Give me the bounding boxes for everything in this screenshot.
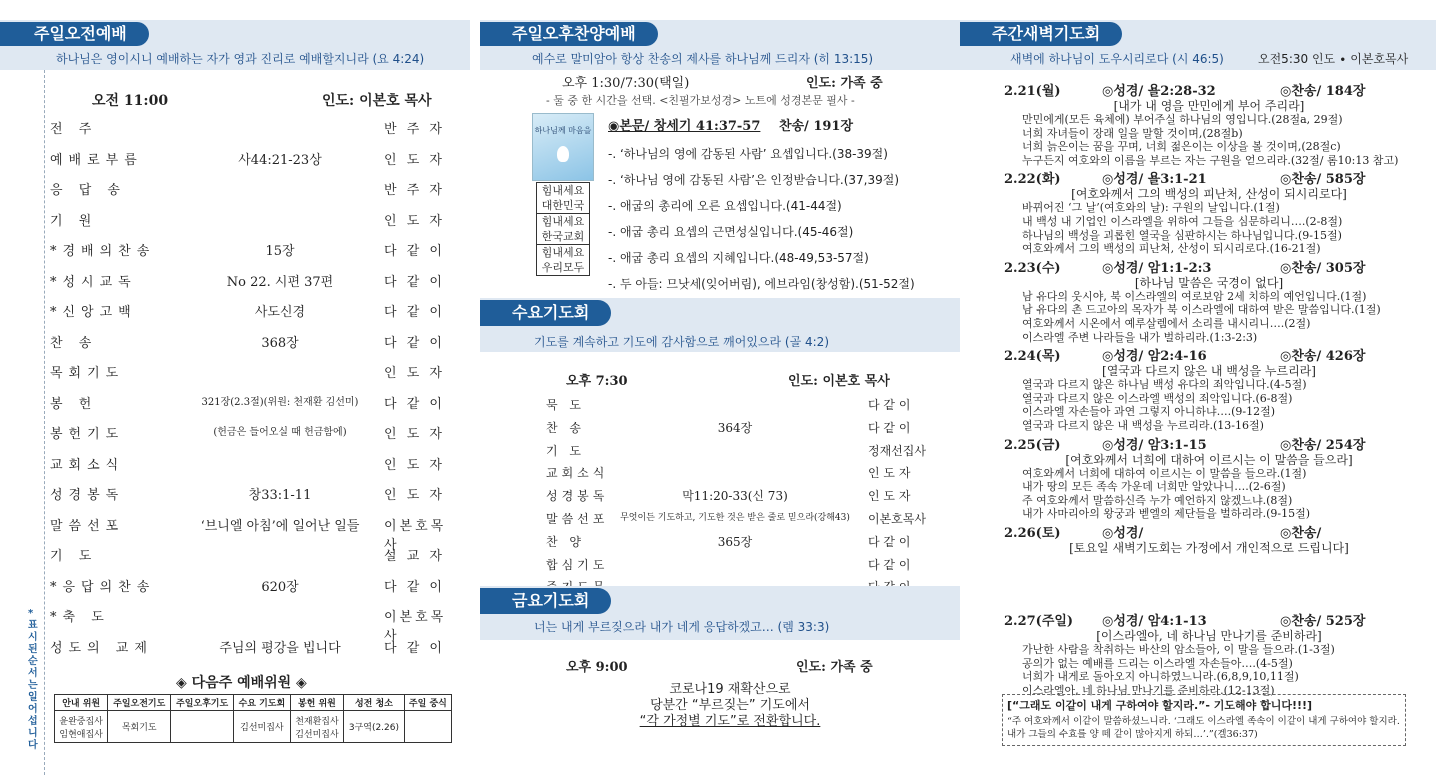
volunteer-cell: 윤완중집사 임현애집사: [55, 711, 108, 743]
dawn-day: [1004, 168, 1414, 255]
book-image: [532, 113, 594, 181]
service-person: 다 같 이: [384, 396, 445, 412]
quote-body: “주 여호와께서 이같이 말씀하셨느니라. ‘그래도 이스라엘 족속이 이같이 내게 구하여야 할지라. 내가 그들의 수효를 양 떼 같이 많아지게 하되…’.”(겔36:37): [1007, 716, 1400, 740]
mid-tab: 주일오후찬양예배: [480, 22, 658, 46]
fri-notice-line: 당분간 “부르짖는” 기도에서: [650, 698, 810, 713]
wed-person: 이본호목사: [868, 512, 926, 526]
service-row: [50, 454, 450, 474]
service-detail: 620장: [261, 579, 299, 595]
dawn-date: 2.25(금): [1004, 437, 1061, 453]
service-detail: 321장(2.3절)(위원: 천재환 김선미): [201, 396, 359, 408]
cheer-box: [536, 182, 590, 276]
service-item: 성도의 교제: [50, 640, 153, 656]
dawn-item: 2. 열국과 다르지 않은 이스라엘 백성의 죄악입니다.(6-8절): [1022, 392, 1414, 406]
service-row: [50, 423, 450, 443]
dawn-day-header: [1004, 434, 1414, 453]
dawn-item: 4. 여호와께서 그의 백성의 피난처, 산성이 되시리로다.(16-21절): [1022, 242, 1414, 256]
sermon-point: -. 애굽 총리 요셉의 지혜입니다.(48-49,53-57절): [608, 251, 869, 265]
mid-subtitle: 예수로 말미암아 항상 찬송의 제사를 하나님께 드리자 (히 13:15): [532, 52, 874, 66]
dawn-item: 2. 내 백성 내 기업인 이스라엘을 위하여 그들을 심문하리니….(2-8절): [1022, 215, 1414, 229]
dawn-item: 3. 주 여호와께서 말씀하신즉 누가 예언하지 않겠느냐.(8절): [1022, 494, 1414, 508]
wed-detail: 막11:20-33(신 73): [682, 489, 788, 504]
service-item: 성경봉독: [50, 488, 125, 503]
service-time: 오전 11:00: [92, 93, 169, 109]
dawn-day: [1004, 80, 1414, 167]
service-person: 인 도 자: [384, 213, 445, 229]
wed-item: 말씀선포: [546, 512, 609, 526]
dawn-text: ◎성경/ 욜2:28-32: [1102, 84, 1216, 99]
service-person: 다 같 이: [384, 244, 445, 259]
service-person: 설 교 자: [384, 549, 445, 564]
wed-detail: 364장: [717, 420, 753, 435]
wed-row: [480, 419, 960, 439]
service-row: [50, 210, 450, 230]
fri-time: 오후 9:00: [566, 660, 628, 675]
wed-item: 찬 양: [546, 534, 585, 549]
mid-note: - 둘 중 한 시간을 선택. <친필가보성경> 노트에 성경본문 필사 -: [546, 94, 855, 107]
dawn-hymn: ◎찬송/ 184장: [1280, 84, 1366, 99]
dawn-text: ◎성경/ 암2:4-16: [1102, 349, 1207, 365]
dawn-item: 3. 이스라엘 자손들아 과연 그렇지 아니하냐….(9-12절): [1022, 405, 1414, 419]
dawn-item: 4. 이스라엘 주변 나라들을 내가 벌하리라.(1:3-2:3): [1022, 331, 1414, 345]
volunteer-table: [54, 694, 452, 743]
volunteer-cell: [171, 711, 234, 743]
cheer-line: 힘내세요: [541, 184, 585, 197]
service-person: 다 같 이: [384, 335, 445, 351]
cheer-line: 대한민국: [537, 198, 589, 214]
wed-item: 찬 송: [546, 420, 585, 435]
quote-title: [“그래도 이같이 내게 구하여야 할지라.”- 기도해야 합니다!!!]: [1007, 699, 1313, 712]
service-person: 다 같 이: [384, 640, 445, 656]
service-item: 기 원: [50, 213, 98, 229]
dawn-text: ◎성경/ 욜3:1-21: [1102, 172, 1207, 188]
dawn-hymn: ◎찬송/ 585장: [1280, 172, 1366, 188]
volunteer-cell: 3구역(2.26): [344, 711, 405, 743]
left-tab: 주일오전예배: [0, 22, 149, 46]
service-person: 반 주 자: [384, 122, 445, 137]
dawn-item: [1022, 582, 1414, 596]
service-item: 교회소식: [50, 457, 125, 473]
dawn-day: [1004, 610, 1414, 697]
service-row: [50, 301, 450, 321]
dawn-item: 1. 남 유다의 웃시야, 북 이스라엘의 여로보암 2세 치하의 예언입니다.(1절): [1022, 290, 1414, 304]
service-row: [50, 271, 450, 291]
next-week-title: ◈ 다음주 예배위원 ◈: [176, 675, 307, 691]
dawn-hymn: ◎찬송/: [1280, 525, 1322, 541]
dawn-date: 2.27(주일): [1004, 614, 1074, 630]
wed-person: 정재선집사: [868, 443, 926, 458]
dawn-day-header: [1004, 80, 1414, 99]
volunteer-body-row: [55, 711, 452, 743]
dawn-list: [1004, 378, 1414, 432]
wed-time: 오후 7:30: [566, 374, 628, 389]
service-item: 봉 헌: [50, 396, 98, 412]
fri-notice-line: “각 가정별 기도”로 전환합니다.: [639, 714, 821, 729]
service-detail: 사도신경: [254, 305, 306, 320]
dawn-list: [1004, 201, 1414, 255]
wed-row: [480, 533, 960, 553]
service-row: [50, 362, 450, 382]
service-item: *축 도: [50, 610, 110, 625]
dawn-day: [1004, 522, 1414, 609]
service-item: 기 도: [50, 549, 98, 564]
dawn-item: [1022, 596, 1414, 610]
dawn-list: [1004, 555, 1414, 609]
wed-item: 기 도: [546, 443, 585, 458]
dawn-title: [여호와께서 그의 백성의 피난처, 산성이 되시리로다]: [1071, 187, 1347, 202]
wed-leader: 인도: 이본호 목사: [788, 374, 890, 389]
sermon-point: -. 두 아들: 므낫세(잊어버림), 에브라임(창성함).(51-52절): [608, 277, 915, 291]
left-panel: [0, 0, 470, 775]
service-person: 인 도 자: [384, 457, 445, 473]
service-person: 인 도 자: [384, 488, 445, 503]
service-person: 인 도 자: [384, 427, 445, 442]
service-detail: ‘브니엘 아침’에 일어난 일들: [200, 518, 360, 534]
dove-icon: [557, 146, 569, 162]
service-row: [50, 515, 450, 553]
wed-detail: 무엇이든 기도하고, 기도한 것은 받은 줄로 믿으라(강해43): [620, 513, 850, 523]
sermon-point: -. 애굽 총리 요셉의 근면성실입니다.(45-46절): [608, 225, 854, 239]
service-detail: 창33:1-11: [248, 488, 312, 503]
right-subtitle-2: 오전5:30 인도 ∙ 이본호목사: [1258, 52, 1409, 66]
service-item: 응 답 송: [50, 183, 126, 198]
dawn-title: [하나님 말씀은 국경이 없다]: [1134, 275, 1284, 290]
wed-row: [480, 464, 960, 484]
wed-row: [480, 556, 960, 576]
mid-leader: 인도: 가족 중: [806, 76, 883, 91]
dawn-item: 4. 내가 사마리아의 왕궁과 벧엘의 제단들을 벌하리라.(9-15절): [1022, 507, 1414, 521]
sermon-point: -. ‘하나님의 영에 감동된 사람’ 요셉입니다.(38-39절): [608, 147, 888, 161]
dawn-item: 4. 이스라엘아, 네 하나님 만나기를 준비하라.(12-13절): [1022, 684, 1414, 698]
service-item: *성시교독: [50, 274, 137, 290]
service-person: 인 도 자: [384, 152, 445, 168]
wed-person: 다 같 이: [868, 557, 911, 572]
cheer-line: 힘내세요: [541, 215, 585, 228]
wed-row: [480, 442, 960, 462]
sermon-hymn: 찬송/ 191장: [778, 119, 854, 134]
left-subtitle: 하나님은 영이시니 예배하는 자가 영과 진리로 예배할지니라 (요 4:24): [56, 52, 425, 66]
dawn-title: [토요일 새벽기도회는 가정에서 개인적으로 드립니다]: [1069, 540, 1349, 555]
quote-box: [1002, 694, 1406, 746]
wed-subtitle: 기도를 계속하고 기도에 감사함으로 깨어있으라 (골 4:2): [534, 335, 829, 349]
wed-item: 성경봉독: [546, 489, 609, 504]
service-item: 봉헌기도: [50, 427, 125, 442]
service-row: [50, 484, 450, 504]
service-row: [50, 149, 450, 169]
dawn-title: [이스라엘아, 네 하나님 만나기를 준비하라]: [1096, 629, 1322, 644]
cheer-line: 힘내세요: [541, 246, 585, 259]
service-person: 다 같 이: [384, 305, 445, 320]
service-row: [50, 332, 450, 352]
dawn-day-header: [1004, 168, 1414, 187]
service-person: 이본호목사: [384, 518, 447, 553]
volunteer-header: 주일오전기도: [108, 695, 171, 711]
service-detail: (헌금은 들어오실 때 헌금함에): [213, 427, 347, 438]
dawn-item: 1. 바뀌어진 ‘그 날’(여호와의 날): 구원의 날입니다.(1절): [1022, 201, 1414, 215]
service-item: 전 주: [50, 122, 98, 137]
dawn-item: [1022, 568, 1414, 582]
cheer-line: 한국교회: [537, 229, 589, 245]
service-person: 반 주 자: [384, 183, 445, 198]
dawn-list: [1004, 290, 1414, 344]
fri-subtitle: 너는 내게 부르짖으라 내가 네게 응답하겠고… (렘 33:3): [534, 620, 830, 634]
service-item: 말씀선포: [50, 518, 125, 534]
volunteer-header: 봉헌 위원: [290, 695, 343, 711]
dawn-day-header: [1004, 610, 1414, 629]
service-row: [50, 240, 450, 260]
service-row: [50, 606, 450, 644]
stand-note: [28, 608, 42, 752]
stand-note-text: *표시된 순서는 일어섭니다: [28, 608, 38, 751]
wed-person: 다 같 이: [868, 420, 911, 435]
dawn-item: [1022, 555, 1414, 569]
volunteer-cell: 김선미집사: [234, 711, 291, 743]
dawn-text: ◎성경/ 암3:1-15: [1102, 437, 1207, 453]
dawn-item: 1. 만민에게(모든 육체에) 부어주실 하나님의 영입니다.(28절a, 29절): [1022, 113, 1414, 127]
service-person: 다 같 이: [384, 274, 445, 290]
service-detail: 사44:21-23상: [238, 152, 322, 168]
service-leader: 인도: 이본호 목사: [322, 93, 432, 109]
service-item: *신앙고백: [50, 305, 137, 320]
wed-row: [480, 396, 960, 416]
service-item: 예배로부름: [50, 152, 143, 168]
dawn-title: [내가 내 영을 만민에게 부어 주리라]: [1113, 99, 1305, 113]
right-panel: [960, 0, 1436, 775]
dawn-item: 1. 열국과 다르지 않은 하나님 백성 유다의 죄악입니다.(4-5절): [1022, 378, 1414, 392]
sermon-point: -. ‘하나님 영에 감동된 사람’은 인정받습니다.(37,39절): [608, 173, 900, 187]
dawn-list: [1004, 643, 1414, 697]
dawn-date: 2.21(월): [1004, 84, 1061, 99]
dawn-hymn: ◎찬송/ 254장: [1280, 437, 1366, 453]
dawn-text: ◎성경/: [1102, 525, 1144, 541]
fri-notice: [600, 682, 860, 730]
dawn-day: [1004, 257, 1414, 344]
dawn-hymn: ◎찬송/ 305장: [1280, 260, 1366, 276]
volunteer-header: 주일 중식: [404, 695, 451, 711]
dawn-text: ◎성경/ 암1:1-2:3: [1102, 260, 1212, 276]
dawn-date: 2.23(수): [1004, 260, 1061, 276]
middle-panel: [480, 0, 960, 775]
right-tab: 주간새벽기도회: [960, 22, 1122, 46]
dawn-list: [1004, 467, 1414, 521]
fri-tab: 금요기도회: [480, 588, 611, 614]
service-detail: No 22. 시편 37편: [226, 274, 334, 290]
dawn-days: [1004, 80, 1414, 699]
wed-person: 다 같 이: [868, 534, 911, 549]
wed-person: 다 같 이: [868, 398, 911, 412]
volunteer-header: 안내 위원: [55, 695, 108, 711]
right-subtitle: 새벽에 하나님이 도우시리로다 (시 46:5): [1010, 52, 1224, 66]
wed-person: 인 도 자: [868, 466, 911, 481]
dawn-item: 4. 누구든지 여호와의 이름을 부르는 자는 구원을 얻으리라.(32절/ 롬10:13 참고): [1022, 154, 1414, 168]
service-person: 인 도 자: [384, 366, 445, 381]
service-row: [50, 118, 450, 138]
dawn-hymn: ◎찬송/ 525장: [1280, 614, 1366, 630]
wed-person: 인 도 자: [868, 489, 911, 504]
dawn-list: [1004, 113, 1414, 167]
service-detail: 주님의 평강을 빕니다: [219, 640, 341, 656]
dawn-item: 3. 여호와께서 시온에서 예루살렘에서 소리를 내시리니….(2절): [1022, 317, 1414, 331]
service-row: [50, 545, 450, 565]
dawn-title: [열국과 다르지 않은 내 백성을 누르리라]: [1102, 364, 1316, 379]
volunteer-header: 성전 청소: [344, 695, 405, 711]
service-person: 다 같 이: [384, 579, 445, 595]
service-item: *응답의찬송: [50, 579, 156, 595]
wed-item: 묵 도: [546, 398, 585, 412]
volunteer-cell: 천재환집사 김선미집사: [290, 711, 343, 743]
dawn-day-header: [1004, 257, 1414, 276]
dawn-item: 3. 너희 늙은이는 꿈을 꾸며, 너희 젊은이는 이상을 볼 것이며,(28절c): [1022, 140, 1414, 154]
wed-item: 교회소식: [546, 466, 609, 481]
dawn-day-header: [1004, 522, 1414, 541]
dawn-item: 2. 내가 땅의 모든 족속 가운데 너희만 알았나니….(2-6절): [1022, 480, 1414, 494]
wed-item: 합심기도: [546, 557, 609, 572]
dawn-item: 2. 너희 자녀들이 장래 일을 말할 것이며,(28절b): [1022, 127, 1414, 141]
service-person: 이본호목사: [384, 610, 447, 644]
dawn-date: 2.24(목): [1004, 349, 1061, 365]
volunteer-cell: 목회기도: [108, 711, 171, 743]
volunteer-header: 수요 기도회: [234, 695, 291, 711]
service-item: *경배의찬송: [50, 244, 156, 259]
dawn-day: [1004, 345, 1414, 432]
wed-detail: 365장: [717, 534, 753, 549]
fri-leader: 인도: 가족 중: [796, 660, 873, 675]
book-caption: 하나님께 마음을: [534, 126, 592, 135]
wed-row: [480, 510, 960, 530]
cheer-line: 우리모두: [541, 261, 585, 274]
sermon-point: -. 애굽의 총리에 오른 요셉입니다.(41-44절): [608, 199, 842, 213]
service-item: 목회기도: [50, 366, 125, 381]
service-item: 찬 송: [50, 335, 98, 351]
dawn-date: 2.26(토): [1004, 525, 1061, 541]
dawn-text: ◎성경/ 암4:1-13: [1102, 614, 1207, 630]
dawn-item: 1. 가난한 사람을 착취하는 바산의 암소들아, 이 말을 들으라.(1-3절): [1022, 643, 1414, 657]
volunteer-header-row: [55, 695, 452, 711]
dawn-item: 2. 남 유다의 촌 드고아의 목자가 북 이스라엘에 대하여 받은 말씀입니다.(1절): [1022, 303, 1414, 317]
service-detail: 15장: [265, 244, 295, 259]
dawn-item: 2. 공의가 없는 예배를 드리는 이스라엘 자손들아….(4-5절): [1022, 657, 1414, 671]
fri-notice-line: 코로나19 재확산으로: [669, 682, 791, 697]
wed-row: [480, 487, 960, 507]
dawn-hymn: ◎찬송/ 426장: [1280, 349, 1366, 365]
dawn-item: 1. 여호와께서 너희에 대하여 이르시는 이 말씀을 들으라.(1절): [1022, 467, 1414, 481]
wed-tab: 수요기도회: [480, 300, 611, 326]
dawn-item: 4. 열국과 다르지 않은 내 백성을 누르리라.(13-16절): [1022, 419, 1414, 433]
mid-time: 오후 1:30/7:30(택일): [562, 76, 690, 91]
dawn-item: 3. 너희가 내게로 돌아오지 아니하였느니라.(6,8,9,10,11절): [1022, 670, 1414, 684]
dawn-item: 3. 하나님의 백성을 괴롭힌 열국을 심판하시는 하나님입니다.(9-15절): [1022, 229, 1414, 243]
service-row: [50, 637, 450, 657]
dawn-day-header: [1004, 345, 1414, 364]
service-detail: 368장: [261, 335, 299, 351]
service-row: [50, 576, 450, 596]
dawn-date: 2.22(화): [1004, 172, 1061, 188]
left-divider: [44, 70, 45, 775]
sermon-text: [608, 115, 853, 134]
volunteer-header: 주일오후기도: [171, 695, 234, 711]
service-row: [50, 393, 450, 413]
sermon-text-label: ◉본문/ 창세기 41:37-57: [608, 119, 761, 134]
dawn-title: [여호와께서 너희에 대하여 이르시는 이 말씀을 들으라]: [1065, 452, 1353, 467]
volunteer-cell: [404, 711, 451, 743]
dawn-day: [1004, 434, 1414, 521]
service-row: [50, 179, 450, 199]
